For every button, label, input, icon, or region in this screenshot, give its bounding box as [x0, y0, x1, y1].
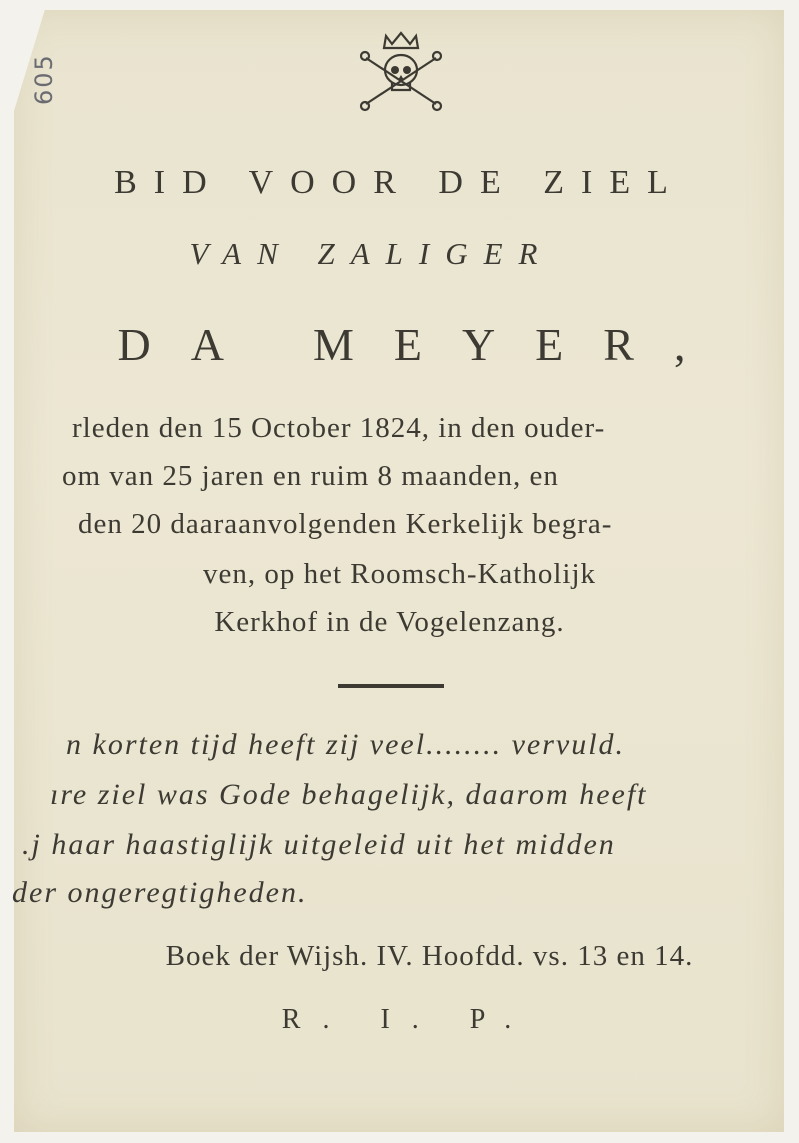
body-line-5: Kerkhof in de Vogelenzang. [214, 606, 565, 638]
heading-line-2: VAN ZALIGER [189, 236, 554, 271]
body-line-4: ven, op het Roomsch-Katholijk [202, 558, 597, 590]
quote-line-4: der ongeregtigheden. [12, 876, 308, 909]
body-line-1: rleden den 15 October 1824, in den ouder- [72, 412, 606, 444]
divider-rule [338, 684, 444, 688]
body-line-2: om van 25 jaren en ruim 8 maanden, en [62, 460, 559, 492]
crowned-skull-and-crossbones-icon [356, 28, 446, 118]
quote-line-1: n korten tijd heeft zij veel........ vervuld. [66, 728, 626, 761]
heading-line-1: BID VOOR DE ZIEL [114, 164, 685, 201]
scripture-reference: Boek der Wijsh. IV. Hoofdd. vs. 13 en 14. [165, 940, 694, 972]
quote-line-2: ıre ziel was Gode behagelijk, daarom heeft [50, 778, 648, 811]
handwritten-number: 605 [30, 53, 58, 105]
body-line-3: den 20 daaraanvolgenden Kerkelijk begra- [78, 508, 613, 540]
closing-rip: R. I. P. [281, 1004, 534, 1035]
deceased-name: DA MEYER, [117, 319, 726, 370]
quote-line-3: .j haar haastiglijk uitgeleid uit het midden [22, 828, 616, 861]
